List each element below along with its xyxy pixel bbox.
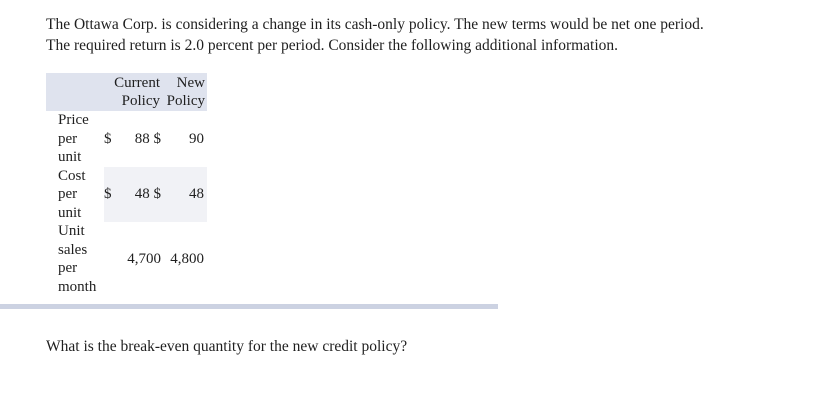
- new-policy-value: 90: [189, 130, 204, 147]
- row-label-cost: [46, 167, 104, 223]
- current-price-value: 88: [134, 130, 150, 147]
- row-label-line: Unit: [58, 223, 85, 239]
- intro-line-2: The required return is 2.0 percent per period. Consider the following additional information.: [46, 37, 619, 54]
- header-current-line-2: Policy: [121, 93, 160, 109]
- header-current-line-1: Current: [114, 74, 160, 91]
- table-header-row: [46, 73, 207, 111]
- row-label-line: unit: [58, 204, 82, 221]
- row-label-line: unit: [58, 149, 82, 165]
- new-policy-value: 48: [161, 167, 207, 223]
- question-text: What is the break-even quantity for the new credit policy?: [46, 338, 408, 355]
- currency-symbol: $: [104, 130, 112, 147]
- table-row-price: [46, 111, 207, 167]
- row-label-line: sales: [58, 241, 88, 258]
- row-label-line: month: [58, 278, 97, 295]
- current-policy-value: [122, 167, 161, 223]
- current-policy-value: 4,700: [127, 250, 161, 267]
- intro-line-1: The Ottawa Corp. is considering a change in its cash-only policy. The new terms would be net one period.: [46, 16, 704, 33]
- policy-info-table: [46, 73, 207, 296]
- row-label-line: Cost: [58, 167, 86, 184]
- header-current-policy: [104, 73, 161, 111]
- row-label-line: per: [58, 130, 78, 147]
- section-divider: [0, 304, 498, 309]
- header-new-line-1: New: [176, 74, 205, 91]
- current-policy-value: [122, 111, 161, 167]
- table-row-cost: [46, 167, 207, 223]
- header-blank-cell: [46, 73, 104, 111]
- row-label-line: per: [58, 186, 78, 202]
- row-label-price: [46, 111, 104, 167]
- problem-intro: [46, 14, 816, 56]
- row-label-line: per: [58, 260, 78, 276]
- table-row-unit-sales: [46, 222, 207, 296]
- currency-symbol: $: [153, 130, 161, 147]
- currency-symbol: $: [104, 167, 122, 223]
- current-cost-value: 48: [134, 186, 150, 202]
- row-label-line: Price: [58, 112, 89, 128]
- row-label-unit-sales: [46, 222, 104, 296]
- header-new-line-2: Policy: [166, 93, 205, 109]
- header-new-policy: [161, 73, 207, 111]
- currency-symbol: $: [153, 186, 161, 202]
- currency-symbol: [104, 222, 122, 296]
- new-policy-value: 4,800: [170, 250, 204, 267]
